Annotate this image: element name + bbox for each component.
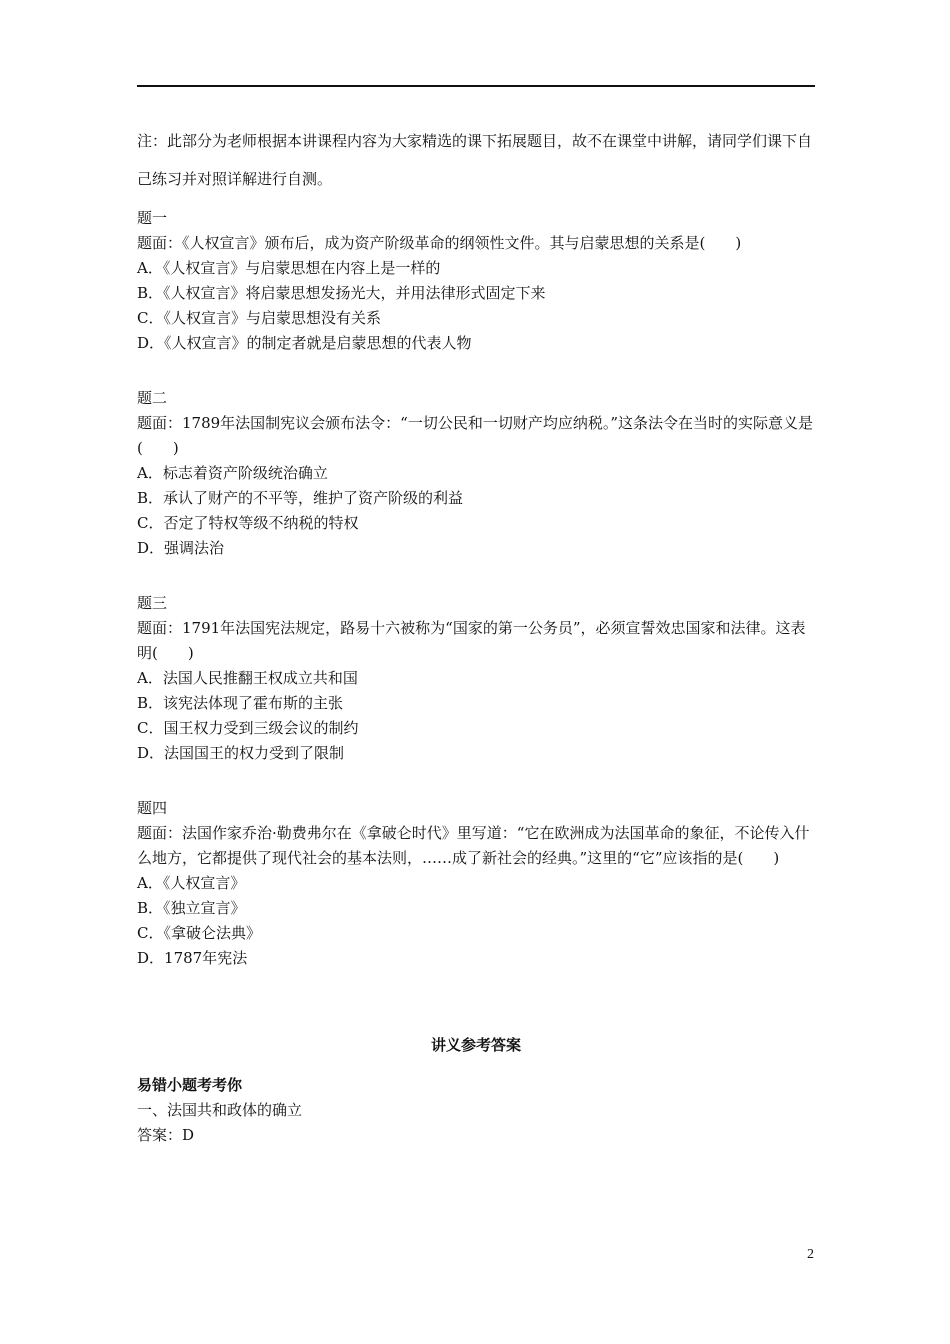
question-stem: 题面：1791年法国宪法规定，路易十六被称为“国家的第一公务员”，必须宣誓效忠国家和法律。这表明( ) — [137, 619, 806, 662]
option-b: B．承认了财产的不平等，维护了资产阶级的利益 — [137, 489, 464, 507]
option-a: A．法国人民推翻王权成立共和国 — [137, 669, 358, 687]
option-a: A．《人权宣言》与启蒙思想在内容上是一样的 — [137, 259, 441, 277]
answers-subheading: 易错小题考考你 — [137, 1076, 243, 1094]
answers-section: 一、法国共和政体的确立 — [137, 1101, 303, 1119]
option-a: A．标志着资产阶级统治确立 — [137, 464, 328, 482]
question-3 — [137, 591, 815, 766]
question-title: 题二 — [137, 389, 168, 407]
intro-note: 注：此部分为老师根据本讲课程内容为大家精选的课下拓展题目，故不在课堂中讲解，请同学们课下自己练习并对照详解进行自测。 — [137, 132, 813, 188]
question-stem: 题面：1789年法国制宪议会颁布法令：“一切公民和一切财产均应纳税。”这条法令在当时的实际意义是( ) — [137, 414, 814, 457]
question-title: 题一 — [137, 209, 168, 227]
option-c: C．否定了特权等级不纳税的特权 — [137, 514, 359, 532]
option-d: D．《人权宣言》的制定者就是启蒙思想的代表人物 — [137, 334, 472, 352]
option-c: C．《人权宣言》与启蒙思想没有关系 — [137, 309, 381, 327]
option-c: C．《拿破仑法典》 — [137, 924, 261, 942]
page-number: 2 — [807, 1247, 814, 1262]
answer-text: 答案：D — [137, 1126, 195, 1144]
answers-heading: 讲义参考答案 — [430, 1036, 521, 1054]
header-rule — [137, 85, 815, 87]
option-c: C．国王权力受到三级会议的制约 — [137, 719, 359, 737]
option-b: B．该宪法体现了霍布斯的主张 — [137, 694, 344, 712]
option-d: D．强调法治 — [137, 539, 225, 557]
question-stem: 题面：法国作家乔治·勒费弗尔在《拿破仑时代》里写道：“它在欧洲成为法国革命的象征，不论传入什么地方，它都提供了现代社会的基本法则，……成了新社会的经典。”这里的“它”应该指的是( ) — [137, 824, 810, 867]
option-d: D．法国国王的权力受到了限制 — [137, 744, 345, 762]
option-a: A．《人权宣言》 — [137, 874, 246, 892]
question-title: 题四 — [137, 799, 168, 817]
question-title: 题三 — [137, 594, 168, 612]
question-4 — [137, 796, 815, 971]
question-1 — [137, 206, 815, 356]
question-2 — [137, 386, 815, 561]
option-b: B．《人权宣言》将启蒙思想发扬光大，并用法律形式固定下来 — [137, 284, 546, 302]
option-d: D．1787年宪法 — [137, 949, 248, 967]
question-stem: 题面：《人权宣言》颁布后，成为资产阶级革命的纲领性文件。其与启蒙思想的关系是( ) — [137, 234, 742, 252]
page-content — [137, 122, 815, 1148]
option-b: B．《独立宣言》 — [137, 899, 246, 917]
